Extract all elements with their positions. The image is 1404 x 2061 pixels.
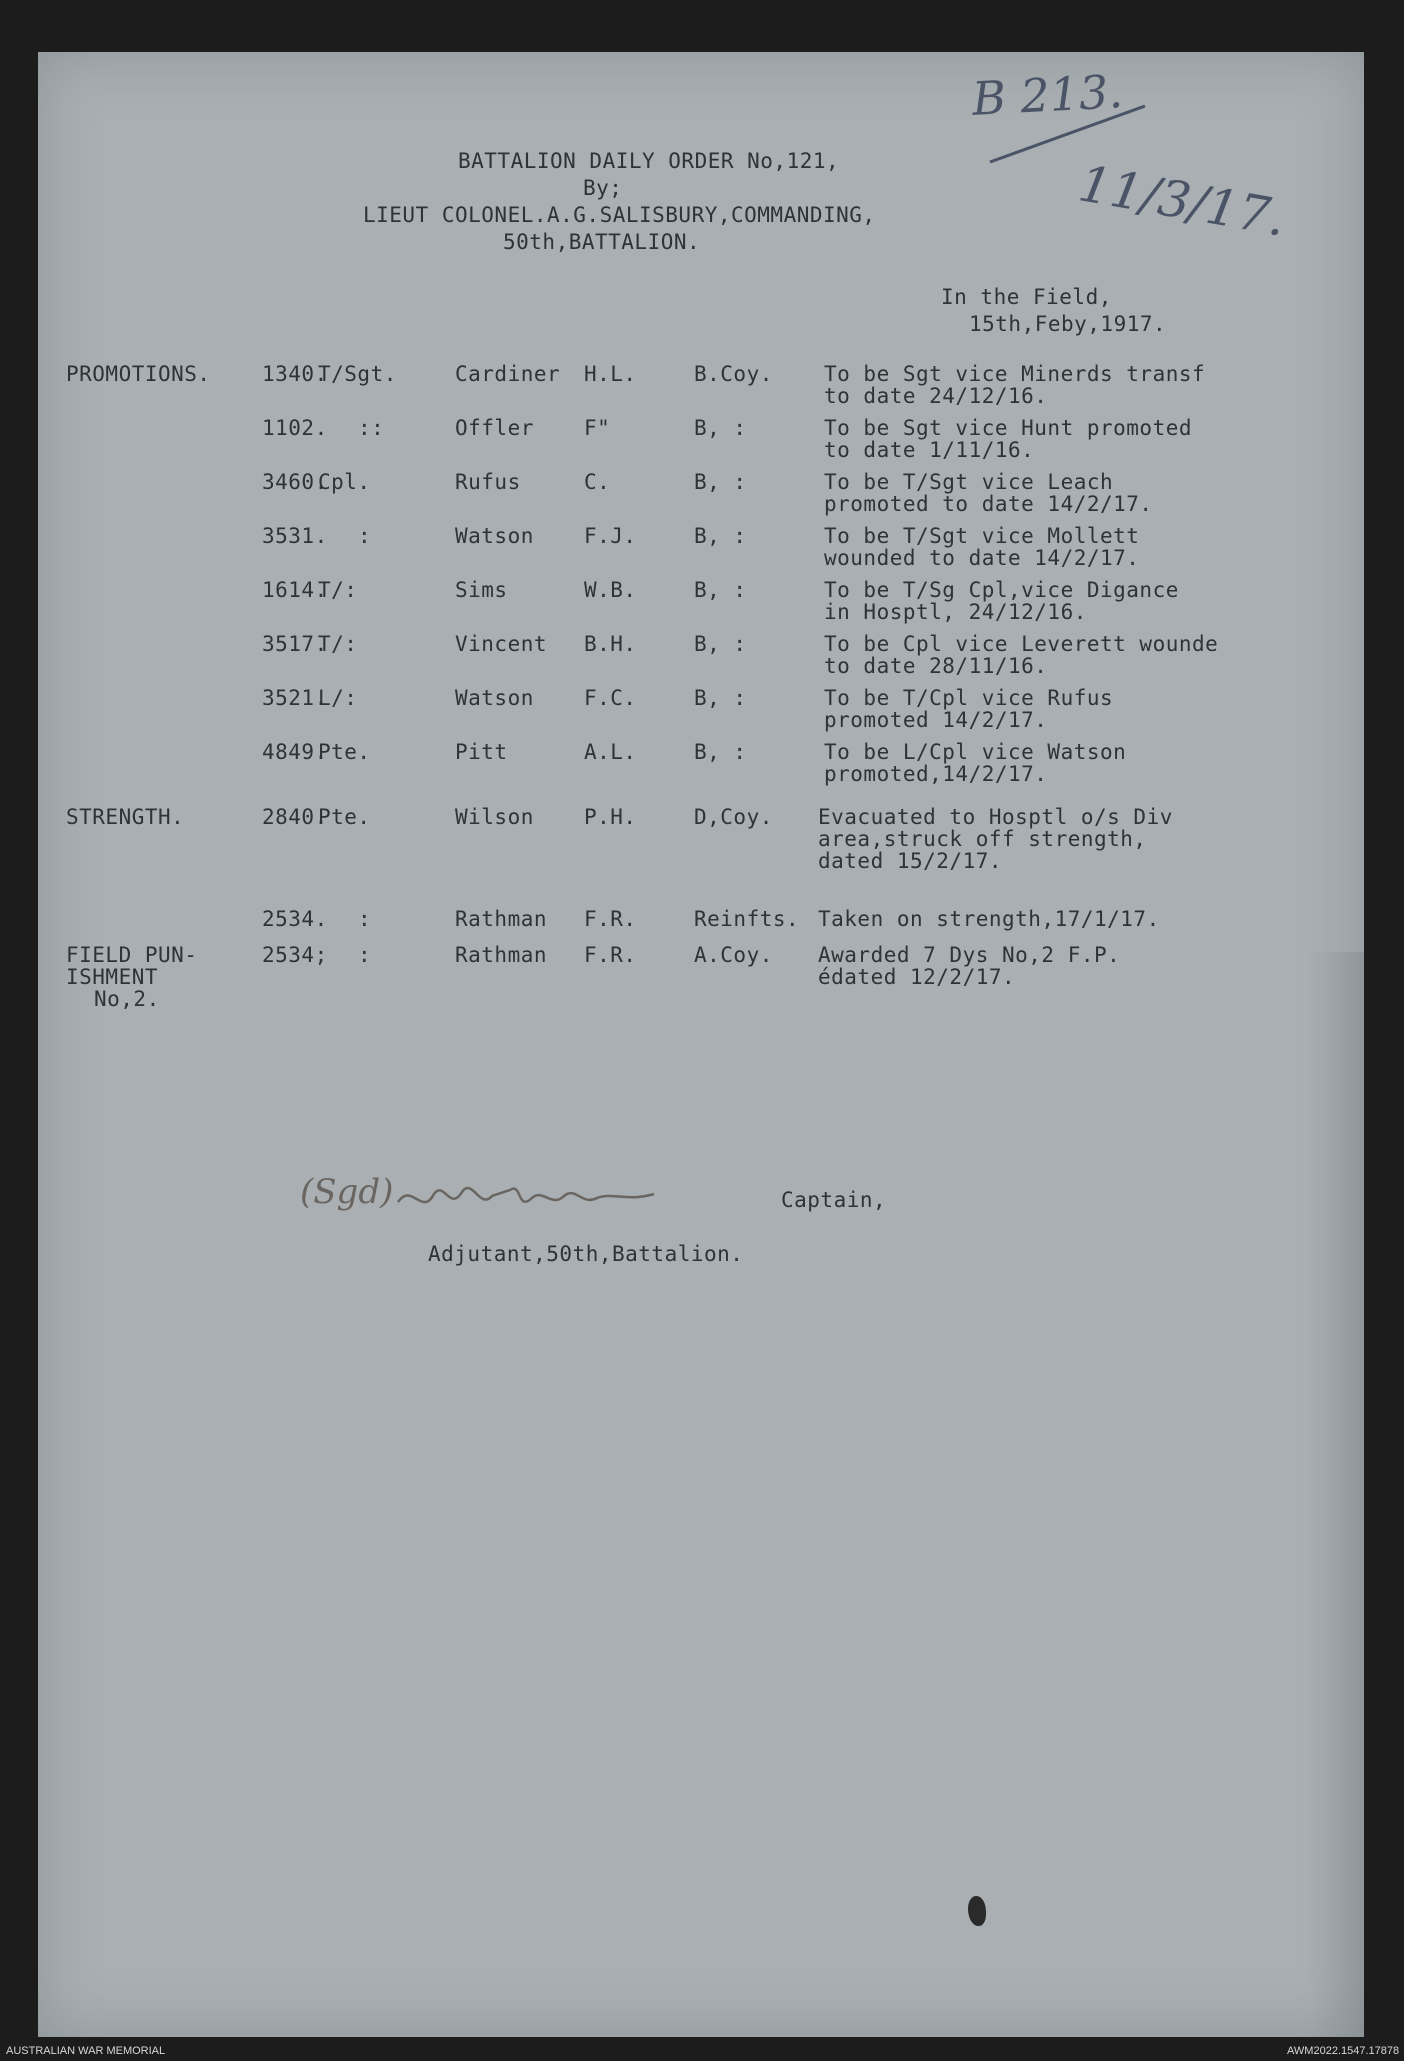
entry-name: Pitt bbox=[455, 740, 508, 764]
entry-rank: : bbox=[358, 907, 372, 931]
entry-name: Cardiner bbox=[455, 362, 561, 386]
entry-remark: to date 24/12/16. bbox=[824, 384, 1048, 408]
entry-name: Watson bbox=[455, 524, 534, 548]
entry-remark: To be L/Cpl vice Watson bbox=[824, 740, 1127, 764]
file-reference-annotation: B 213. bbox=[970, 64, 1125, 126]
entry-name: Vincent bbox=[455, 632, 548, 656]
date-stamp-annotation: 11/3/17. bbox=[1074, 154, 1291, 248]
entry-num: 3517. bbox=[262, 632, 328, 656]
entry-init: A.L. bbox=[584, 740, 637, 764]
section-heading: STRENGTH. bbox=[66, 805, 185, 829]
entry-rank: : bbox=[358, 943, 372, 967]
entry-init: P.H. bbox=[584, 805, 637, 829]
entry-coy: D,Coy. bbox=[694, 805, 773, 829]
entry-remark: Evacuated to Hosptl o/s Div bbox=[818, 805, 1173, 829]
order-title: BATTALION DAILY ORDER No,121, bbox=[458, 149, 840, 173]
entry-num: 2534. bbox=[262, 907, 328, 931]
order-by: By; bbox=[583, 176, 623, 200]
entry-coy: B, : bbox=[694, 524, 747, 548]
entry-num: 3460. bbox=[262, 470, 328, 494]
entry-init: F" bbox=[584, 416, 611, 440]
entry-remark: to date 28/11/16. bbox=[824, 654, 1048, 678]
entry-rank: T/: bbox=[318, 578, 358, 602]
entry-name: Sims bbox=[455, 578, 508, 602]
entry-num: 1614. bbox=[262, 578, 328, 602]
section-heading: PROMOTIONS. bbox=[66, 362, 211, 386]
entry-rank: T/: bbox=[318, 632, 358, 656]
entry-name: Rathman bbox=[455, 943, 548, 967]
section-heading: No,2. bbox=[94, 987, 160, 1011]
order-date: 15th,Feby,1917. bbox=[969, 312, 1167, 336]
entry-remark: To be T/Cpl vice Rufus bbox=[824, 686, 1114, 710]
entry-name: Rufus bbox=[455, 470, 521, 494]
entry-num: 2840. bbox=[262, 805, 328, 829]
entry-coy: B, : bbox=[694, 686, 747, 710]
entry-remark: Taken on strength,17/1/17. bbox=[818, 907, 1160, 931]
entry-remark: promoted 14/2/17. bbox=[824, 708, 1048, 732]
signatory-office: Adjutant,50th,Battalion. bbox=[428, 1242, 744, 1266]
section-heading: FIELD PUN- bbox=[66, 943, 198, 967]
commanding-officer: LIEUT COLONEL.A.G.SALISBURY,COMMANDING, bbox=[363, 203, 876, 227]
entry-coy: B, : bbox=[694, 632, 747, 656]
entry-name: Offler bbox=[455, 416, 534, 440]
entry-remark: area,struck off strength, bbox=[818, 827, 1147, 851]
entry-rank: L/: bbox=[318, 686, 358, 710]
entry-init: F.R. bbox=[584, 943, 637, 967]
entry-rank: :: bbox=[358, 416, 385, 440]
entry-num: 2534; bbox=[262, 943, 328, 967]
entry-rank: T/Sgt. bbox=[318, 362, 397, 386]
entry-init: B.H. bbox=[584, 632, 637, 656]
entry-remark: édated 12/2/17. bbox=[818, 965, 1016, 989]
entry-coy: B, : bbox=[694, 740, 747, 764]
signatory-rank: Captain, bbox=[781, 1188, 887, 1212]
entry-coy: Reinfts. bbox=[694, 907, 800, 931]
entry-remark: To be Sgt vice Hunt promoted bbox=[824, 416, 1193, 440]
entry-num: 3531. bbox=[262, 524, 328, 548]
battalion-name: 50th,BATTALION. bbox=[503, 230, 701, 254]
entry-remark: Awarded 7 Dys No,2 F.P. bbox=[818, 943, 1121, 967]
entry-name: Rathman bbox=[455, 907, 548, 931]
entry-coy: B.Coy. bbox=[694, 362, 773, 386]
handwritten-signature bbox=[392, 1172, 672, 1227]
footer-accession-number: AWM2022.1547.17878 bbox=[1287, 2045, 1400, 2057]
entry-num: 4849. bbox=[262, 740, 328, 764]
paper-damage bbox=[968, 1896, 986, 1926]
entry-init: F.R. bbox=[584, 907, 637, 931]
entry-remark: To be Sgt vice Minerds transf bbox=[824, 362, 1206, 386]
annotation-stroke bbox=[985, 100, 1155, 170]
entry-num: 1340. bbox=[262, 362, 328, 386]
entry-coy: B, : bbox=[694, 578, 747, 602]
entry-rank: Pte. bbox=[318, 805, 371, 829]
entry-rank: : bbox=[358, 524, 372, 548]
entry-init: F.C. bbox=[584, 686, 637, 710]
entry-num: 1102. bbox=[262, 416, 328, 440]
entry-remark: To be T/Sgt vice Mollett bbox=[824, 524, 1140, 548]
entry-coy: B, : bbox=[694, 470, 747, 494]
entry-remark: in Hosptl, 24/12/16. bbox=[824, 600, 1087, 624]
entry-remark: to date 1/11/16. bbox=[824, 438, 1035, 462]
entry-coy: A.Coy. bbox=[694, 943, 773, 967]
entry-remark: promoted,14/2/17. bbox=[824, 762, 1048, 786]
footer-institution: AUSTRALIAN WAR MEMORIAL bbox=[6, 2045, 166, 2057]
section-heading: ISHMENT bbox=[66, 965, 159, 989]
entry-init: C. bbox=[584, 470, 611, 494]
entry-remark: To be T/Sgt vice Leach bbox=[824, 470, 1114, 494]
document-paper bbox=[38, 52, 1364, 2037]
entry-rank: Cpl. bbox=[318, 470, 371, 494]
place: In the Field, bbox=[941, 285, 1112, 309]
entry-remark: dated 15/2/17. bbox=[818, 849, 1003, 873]
entry-remark: To be T/Sg Cpl,vice Digance bbox=[824, 578, 1179, 602]
entry-remark: To be Cpl vice Leverett wounde bbox=[824, 632, 1219, 656]
entry-name: Wilson bbox=[455, 805, 534, 829]
entry-name: Watson bbox=[455, 686, 534, 710]
entry-remark: promoted to date 14/2/17. bbox=[824, 492, 1153, 516]
entry-rank: Pte. bbox=[318, 740, 371, 764]
signature-sgd: (Sgd) bbox=[300, 1172, 394, 1212]
entry-init: H.L. bbox=[584, 362, 637, 386]
entry-init: F.J. bbox=[584, 524, 637, 548]
entry-remark: wounded to date 14/2/17. bbox=[824, 546, 1140, 570]
entry-coy: B, : bbox=[694, 416, 747, 440]
entry-num: 3521. bbox=[262, 686, 328, 710]
entry-init: W.B. bbox=[584, 578, 637, 602]
